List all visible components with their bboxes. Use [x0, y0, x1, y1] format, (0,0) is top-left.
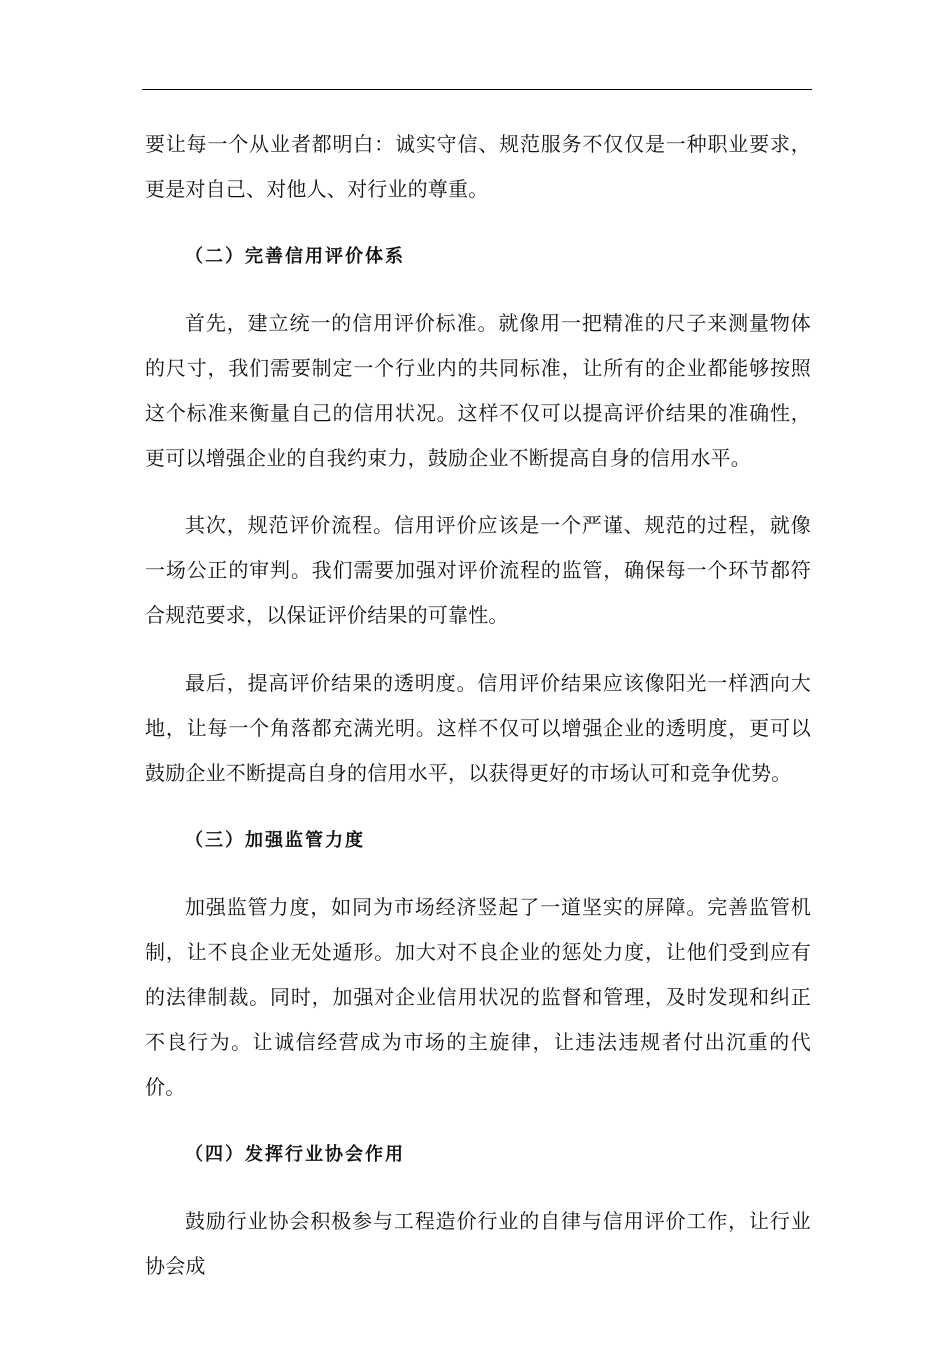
paragraph-evaluation-process: 其次，规范评价流程。信用评价应该是一个严谨、规范的过程，就像一场公正的审判。我们需要加强对评价流程的监管，确保每一个环节都符合规范要求，以保证评价结果的可靠性。 [145, 513, 811, 627]
page-content [145, 122, 811, 1289]
paragraph-transparency: 最后，提高评价结果的透明度。信用评价结果应该像阳光一样洒向大地，让每一个角落都充满光明。这样不仅可以增强企业的透明度，更可以鼓励企业不断提高自身的信用水平，以获得更好的市场认可和竞争优势。 [145, 671, 811, 785]
paragraph-continuation: 要让每一个从业者都明白：诚实守信、规范服务不仅仅是一种职业要求，更是对自己、对他人、对行业的尊重。 [145, 132, 811, 201]
section-heading-supervision: （三）加强监管力度 [185, 830, 365, 851]
section-heading-industry-association: （四）发挥行业协会作用 [185, 1144, 405, 1165]
paragraph-unified-standard: 首先，建立统一的信用评价标准。就像用一把精准的尺子来测量物体的尺寸，我们需要制定一个行业内的共同标准，让所有的企业都能够按照这个标准来衡量自己的信用状况。这样不仅可以提高评价结果的准确性，更可以增强企业的自我约束力，鼓励企业不断提高自身的信用水平。 [145, 311, 811, 470]
paragraph-supervision: 加强监管力度，如同为市场经济竖起了一道坚实的屏障。完善监管机制，让不良企业无处遁形。加大对不良企业的惩处力度，让他们受到应有的法律制裁。同时，加强对企业信用状况的监督和管理，及时发现和纠正不良行为。让诚信经营成为市场的主旋律，让违法违规者付出沉重的代价。 [145, 895, 811, 1099]
header-rule [142, 89, 812, 90]
section-heading-credit-evaluation: （二）完善信用评价体系 [185, 246, 405, 267]
paragraph-industry-association: 鼓励行业协会积极参与工程造价行业的自律与信用评价工作，让行业协会成 [145, 1209, 811, 1278]
